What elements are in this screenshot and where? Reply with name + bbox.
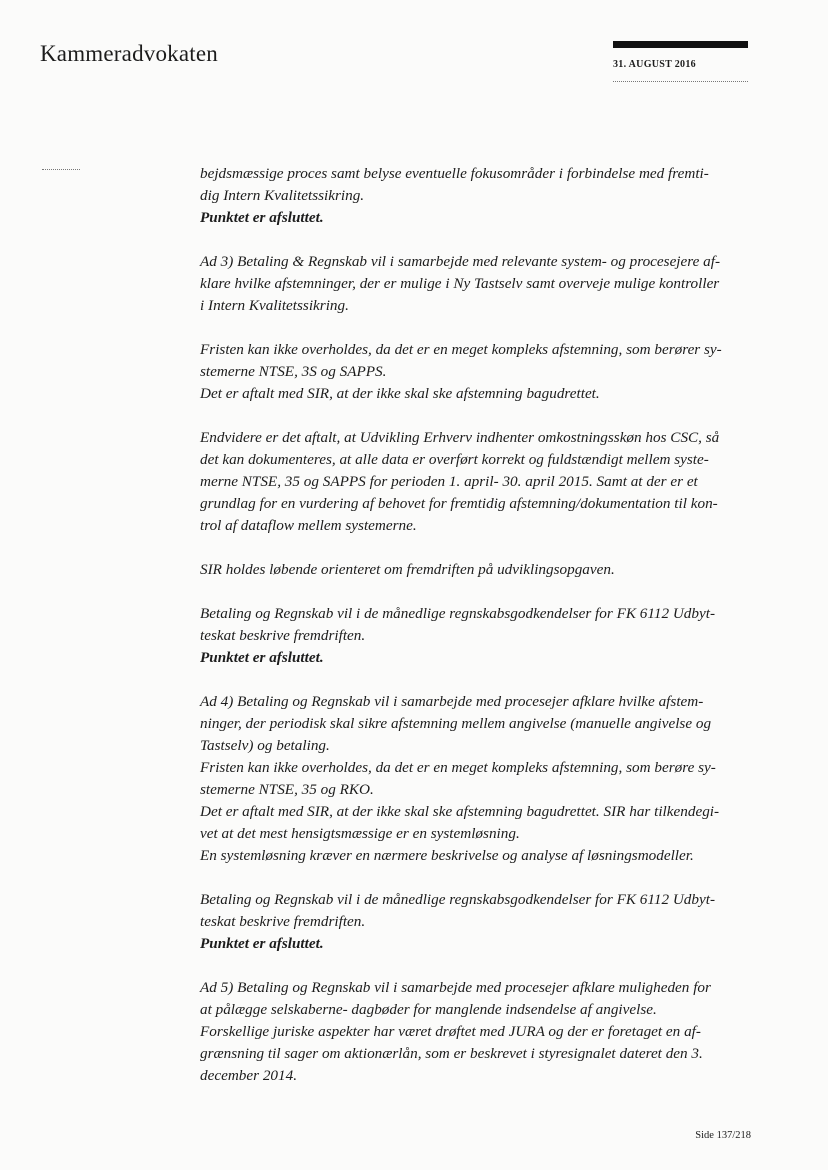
organization-name: Kammeradvokaten <box>40 41 218 66</box>
paragraph <box>200 339 749 405</box>
text-line: SIR holdes løbende orienteret om fremdriften på udviklingsopgaven. <box>200 561 615 578</box>
status-line: Punktet er afsluttet. <box>200 649 324 666</box>
text-line: Fristen kan ikke overholdes, da det er en meget kompleks afstemning, som berører sy- <box>200 341 722 358</box>
text-line: Endvidere er det aftalt, at Udvikling Erhverv indhenter omkostningsskøn hos CSC, så <box>200 429 720 446</box>
body-text <box>200 163 749 1109</box>
text-line: i Intern Kvalitetssikring. <box>200 297 349 314</box>
margin-divider <box>42 169 80 170</box>
text-line: grænsning til sager om aktionærlån, som er beskrevet i styresignalet dateret den 3. <box>200 1045 703 1062</box>
text-line: Det er aftalt med SIR, at der ikke skal ske afstemning bagudrettet. <box>200 385 600 402</box>
text-line: bejdsmæssige proces samt belyse eventuelle fokusområder i forbindelse med fremti- <box>200 165 709 182</box>
date-divider <box>613 81 748 82</box>
paragraph <box>200 603 749 669</box>
text-line: En systemløsning kræver en nærmere beskrivelse og analyse af løsningsmodeller. <box>200 847 694 864</box>
page-number: Side 137/218 <box>695 1130 751 1141</box>
text-line: det kan dokumenteres, at alle data er overført korrekt og fuldstændigt mellem syste- <box>200 451 709 468</box>
paragraph <box>200 427 749 537</box>
document-date: 31. AUGUST 2016 <box>613 59 696 70</box>
text-line: at pålægge selskaberne- dagbøder for manglende indsendelse af angivelse. <box>200 1001 657 1018</box>
text-line: Forskellige juriske aspekter har været drøftet med JURA og der er foretaget en af- <box>200 1023 701 1040</box>
text-line: dig Intern Kvalitetssikring. <box>200 187 365 204</box>
text-line: Det er aftalt med SIR, at der ikke skal ske afstemning bagudrettet. SIR har tilkendegi- <box>200 803 720 820</box>
status-line: Punktet er afsluttet. <box>200 935 324 952</box>
text-line: Betaling og Regnskab vil i de månedlige regnskabsgodkendelser for FK 6112 Udbyt- <box>200 891 716 908</box>
text-line: teskat beskrive fremdriften. <box>200 627 366 644</box>
status-line: Punktet er afsluttet. <box>200 209 324 226</box>
text-line: stemerne NTSE, 35 og RKO. <box>200 781 374 798</box>
text-line: Ad 4) Betaling og Regnskab vil i samarbejde med procesejer afklare hvilke afstem- <box>200 693 704 710</box>
paragraph <box>200 559 749 581</box>
paragraph <box>200 977 749 1087</box>
text-line: Tastselv) og betaling. <box>200 737 330 754</box>
text-line: Fristen kan ikke overholdes, da det er en meget kompleks afstemning, som berøre sy- <box>200 759 716 776</box>
paragraph <box>200 163 749 229</box>
text-line: teskat beskrive fremdriften. <box>200 913 366 930</box>
paragraph <box>200 251 749 317</box>
paragraph <box>200 691 749 867</box>
text-line: grundlag for en vurdering af behovet for fremtidig afstemning/dokumentation til kon- <box>200 495 718 512</box>
text-line: Betaling og Regnskab vil i de månedlige regnskabsgodkendelser for FK 6112 Udbyt- <box>200 605 716 622</box>
text-line: Ad 3) Betaling & Regnskab vil i samarbejde med relevante system- og procesejere af- <box>200 253 721 270</box>
text-line: ninger, der periodisk skal sikre afstemning mellem angivelse (manuelle angivelse og <box>200 715 712 732</box>
text-line: vet at det mest hensigtsmæssige er en systemløsning. <box>200 825 520 842</box>
paragraph <box>200 889 749 955</box>
header-bar <box>613 41 748 48</box>
text-line: trol af dataflow mellem systemerne. <box>200 517 417 534</box>
text-line: Ad 5) Betaling og Regnskab vil i samarbejde med procesejer afklare muligheden for <box>200 979 711 996</box>
text-line: merne NTSE, 35 og SAPPS for perioden 1. april- 30. april 2015. Samt at der er et <box>200 473 698 490</box>
text-line: december 2014. <box>200 1067 297 1084</box>
text-line: stemerne NTSE, 3S og SAPPS. <box>200 363 387 380</box>
text-line: klare hvilke afstemninger, der er mulige i Ny Tastselv samt overveje mulige kontroller <box>200 275 720 292</box>
